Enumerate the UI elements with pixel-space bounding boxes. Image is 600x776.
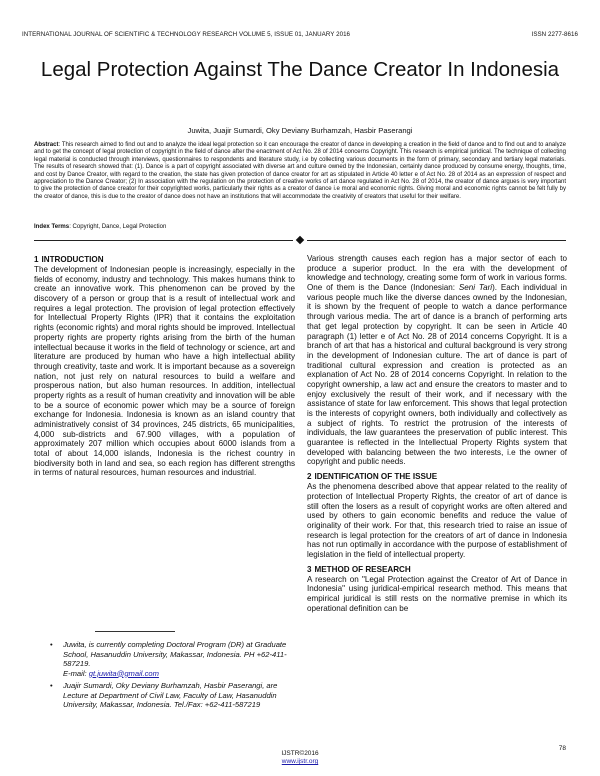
page-number: 78: [558, 745, 566, 752]
right-column: [307, 254, 567, 613]
bullet-icon: •: [50, 640, 53, 649]
introduction-paragraph-continued: Various strength causes each region has a major sector of each to produce a superior product. In the era with the development of knowledge and technology, creating some form of work in various forms. One of them is the Dance (Indonesian: Seni Tari). Each individual in various people much like the diverse dances owned by the Indonesian, it is shown by the frequent of people to watch a dance performance through various media. The art of dance is a branch of performing arts that get legal protection by copyright. It can be seen in Article 40 paragraph (1) letter e of Act No. 28 of 2014 concerns Copyright. It is a branch of art that has a historical and cultural background is very strong in the development of Indonesian culture. The art of dance is part of traditional cultural expression and creation is protected as an explanation of Act No. 28 of 2014 concerns Copyright. In relation to the copyright ownership, a law act and ensure the creators to master and to enjoy exclusively the result of their work, and if necessary with the assistance of state for law enforcement. This shows that legal protection is the interests of copyright owners, both individually and collectively as a subject of rights. To restrict the protrusion of the interests of individuals, the law guarantees the preservation of public interest. This guarantee is reflected in the Intellectual Property Rights system that developed with balancing between the two interests, i.e the owner of copyright and public needs.: [307, 254, 567, 467]
diamond-icon: [296, 235, 304, 243]
method-paragraph: A research on "Legal Protection against the Creator of Art of Dance in Indonesia" using juridical-empirical research method. This means that empirical juridical is still rests on the normative premise in which its operational definition can be: [307, 574, 567, 613]
running-header: [22, 31, 578, 41]
left-column: [34, 254, 295, 478]
section-heading-identification: 2 IDENTIFICATION OF THE ISSUE: [307, 472, 438, 482]
section-heading-introduction: 1 INTRODUCTION: [34, 255, 104, 264]
section-heading-method: 3 METHOD OF RESEARCH: [307, 564, 411, 574]
footnote-rule: [95, 631, 175, 632]
separator-line-right: [307, 240, 566, 241]
abstract: [34, 142, 566, 201]
identification-paragraph: As the phenomena described above that appear related to the reality of protection of Intellectual Property Rights, the creator of art of dance is still often the losers as a result of copyright works are often altered and used by others to gain economic benefits and reduce the value of originality of their work. For that, this research tried to raise an issue of research is legal protection for the creators of art of dance in Indonesia has not run optimally in accordance with the purpose of establishment of legislation in the field of intellectual property.: [307, 482, 567, 559]
footnote-item: • Juwita, is currently completing Doctoral Program (DR) at Graduate School, Hasanuddin University, Makassar, Indonesia. PH +62-411-587219. E-mail: gt.juwita@gmail.com: [50, 640, 287, 678]
paper-title: Legal Protection Against The Dance Creator In Indonesia: [40, 58, 560, 81]
abstract-label: Abstract: [34, 142, 59, 148]
journal-name: INTERNATIONAL JOURNAL OF SCIENTIFIC & TECHNOLOGY RESEARCH VOLUME 5, ISSUE 01, JANUARY 2016: [22, 31, 351, 38]
section-separator: [34, 236, 566, 244]
index-terms-label: Index Terms: [34, 224, 70, 230]
journal-url-link[interactable]: www.ijstr.org: [281, 758, 319, 765]
copyright-code: IJSTR©2016: [281, 750, 319, 757]
separator-line-left: [34, 240, 293, 241]
issn: ISSN 2277-8616: [531, 31, 578, 38]
author-email-link[interactable]: gt.juwita@gmail.com: [88, 668, 159, 678]
page-footer: [0, 750, 600, 766]
abstract-text: : This research aimed to find out and to analyze the ideal legal protection so it can encourage the creator of dance in developing a creation in the field of dance and to find out and to analyze and to get the concept of legal protection of copyright in the field of dance after the enactment of Act No. 28 of 2014 concerns Copyright. This research is empirical juridical. The technique of collecting legal material is conducted through interviews, questionnaires to respondents and literature study, i.e by collecting various documents in the form of primary, secondary and tertiary legal materials. The results of research showed that: (1). Dance is a part of copyright associated with diverse art and culture owned by the Indonesian, certainly dance produced by consume energy, thoughts, time, and cost by Dance Creator, with regard to the creation, the state has given protection of dance creator for art as stipulated in Article 40 letter e of Act No. 28 of 2014 as an expression of respect and appreciation to the Dance Creator; (2) In association with the regulation on the protection of creative works of art dance regulated in Act No. 28 of 2014, the creator of dance argues is very important to give the protection of dance creator for their copyrighted works, particularly their rights as a creator of dance i.e moral and economic rights. Giving moral and economic rights cannot be felt fully by the creator of dance, this is due to the creator of dance does not have an institutions that will accommodate the creativity of creators that useful for their welfare.: [34, 142, 566, 200]
bullet-icon: •: [50, 681, 53, 690]
author-list: Juwita, Juajir Sumardi, Oky Deviany Burhamzah, Hasbir Paserangi: [187, 126, 413, 135]
footnote-item: • Juajir Sumardi, Oky Deviany Burhamzah, Hasbir Paserangi, are Lecture at Department of Civil Law, Faculty of Law, Hasanuddin University, Makassar, Indonesia. Tel./Fax: +62-411-587219: [50, 681, 278, 709]
index-terms: [34, 224, 566, 230]
index-terms-text: : Copyright, Dance, Legal Protection: [69, 224, 167, 230]
footnotes: [50, 640, 296, 713]
introduction-paragraph: The development of Indonesian people is increasingly, especially in the fields of economy, industry and technology. This makes humans think to create an innovative work. This phenomenon can be proved by the discovery of a person or group that is a result of intellectual work and requires a legal protection. The provision of legal protection effectively for Intellectual Property Rights (IPR) that it contains the exploitation rights (economic rights) and moral rights should be improved. Intellectual property rights are property rights arising from the birth of the human intellectual because it works in the field of technology or science, art and literature are produced by human who have a high intellectual ability through creativity, taste and work. It is important because as a sovereign nation, not just rely on natural resources to build a welfare and prosperous nation, but also human resources. In addition, intellectual property rights as a result of human creativity and innovation will be able to be a source of economic power which may be a source of foreign exchange for Indonesia. Indonesia is known as an island country that administratively consist of 34 provinces, 245 districts, 65 municipalities, 4,000 sub-districts and 67.900 villages, with a population of approximately 207 million which occupies about 6000 islands from a total of about 14,000 islands, Indonesia is the richest country in biodiversity both in land and sea, so each region has different strengths in terms of natural resources, human resources and industrial.: [34, 265, 295, 478]
